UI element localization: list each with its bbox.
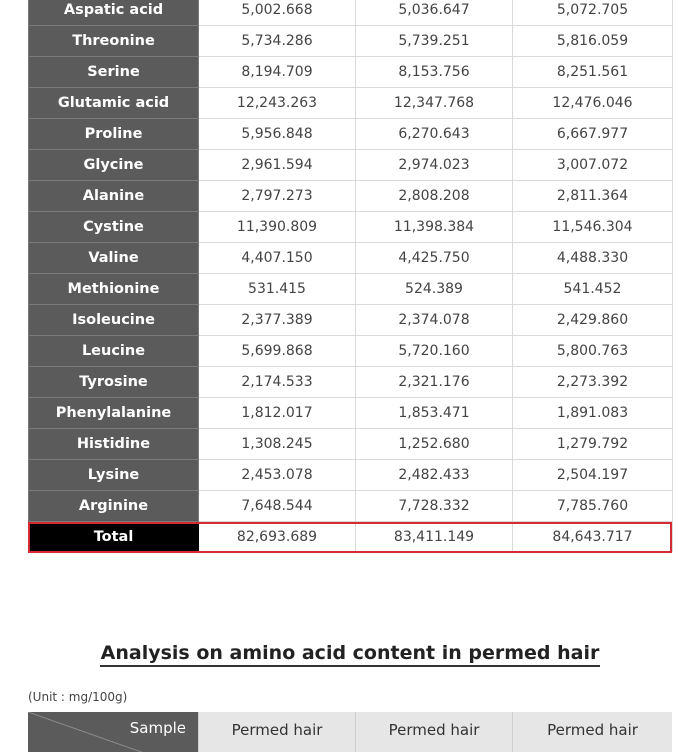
row-label: Leucine [29, 336, 199, 367]
total-label: Total [29, 522, 199, 552]
table-cell: 8,251.561 [513, 57, 673, 88]
table-cell: 2,974.023 [356, 150, 513, 181]
table-cell: 6,667.977 [513, 119, 673, 150]
table-row [29, 0, 673, 26]
table-cell: 5,739.251 [356, 26, 513, 57]
row-label: Isoleucine [29, 305, 199, 336]
column-header: Permed hair [512, 712, 672, 752]
table-cell: 2,374.078 [356, 305, 513, 336]
total-cell: 82,693.689 [199, 522, 356, 552]
table-cell: 2,808.208 [356, 181, 513, 212]
table-cell: 5,002.668 [199, 0, 356, 26]
table-cell: 5,800.763 [513, 336, 673, 367]
amino-acid-table-body [29, 0, 673, 552]
table-row [29, 57, 673, 88]
table-cell: 1,279.792 [513, 429, 673, 460]
table-row [29, 150, 673, 181]
table-cell: 11,398.384 [356, 212, 513, 243]
table-row [29, 119, 673, 150]
row-label: Serine [29, 57, 199, 88]
table-cell: 2,321.176 [356, 367, 513, 398]
header-sample-label: Sample [129, 719, 186, 737]
table-cell: 7,728.332 [356, 491, 513, 522]
table-row [29, 212, 673, 243]
table-cell: 2,504.197 [513, 460, 673, 491]
table-row [29, 88, 673, 119]
row-label: Tyrosine [29, 367, 199, 398]
table-row [29, 305, 673, 336]
total-row [29, 522, 673, 552]
table-cell: 5,072.705 [513, 0, 673, 26]
table-cell: 7,648.544 [199, 491, 356, 522]
table-row [29, 491, 673, 522]
row-label: Phenylalanine [29, 398, 199, 429]
table-cell: 2,453.078 [199, 460, 356, 491]
table-cell: 1,853.471 [356, 398, 513, 429]
table-cell: 5,720.160 [356, 336, 513, 367]
table-cell: 2,961.594 [199, 150, 356, 181]
table-cell: 2,811.364 [513, 181, 673, 212]
table-cell: 5,699.868 [199, 336, 356, 367]
table-cell: 12,347.768 [356, 88, 513, 119]
table-cell: 1,891.083 [513, 398, 673, 429]
table-cell: 4,425.750 [356, 243, 513, 274]
row-label: Proline [29, 119, 199, 150]
table-row [29, 429, 673, 460]
table-cell: 541.452 [513, 274, 673, 305]
table-cell: 1,308.245 [199, 429, 356, 460]
row-label: Methionine [29, 274, 199, 305]
table-cell: 12,476.046 [513, 88, 673, 119]
table-cell: 5,956.848 [199, 119, 356, 150]
table-cell: 1,252.680 [356, 429, 513, 460]
table-cell: 2,174.533 [199, 367, 356, 398]
table-cell: 531.415 [199, 274, 356, 305]
table-cell: 2,797.273 [199, 181, 356, 212]
row-label: Alanine [29, 181, 199, 212]
column-header: Permed hair [355, 712, 512, 752]
table-cell: 11,546.304 [513, 212, 673, 243]
table-cell: 8,153.756 [356, 57, 513, 88]
row-label: Histidine [29, 429, 199, 460]
row-label: Valine [29, 243, 199, 274]
table-row [29, 336, 673, 367]
table-row [29, 398, 673, 429]
unit-note: (Unit : mg/100g) [28, 690, 128, 704]
table-header-row [28, 712, 672, 752]
row-label: Cystine [29, 212, 199, 243]
row-label: Aspatic acid [29, 0, 199, 26]
column-header: Permed hair [198, 712, 355, 752]
table-cell: 5,734.286 [199, 26, 356, 57]
table-cell: 524.389 [356, 274, 513, 305]
header-corner-cell [28, 712, 198, 752]
table-cell: 1,812.017 [199, 398, 356, 429]
table-cell: 12,243.263 [199, 88, 356, 119]
table-row [29, 274, 673, 305]
total-cell: 83,411.149 [356, 522, 513, 552]
table-row [29, 460, 673, 491]
table-cell: 8,194.709 [199, 57, 356, 88]
table-cell: 7,785.760 [513, 491, 673, 522]
table-cell: 3,007.072 [513, 150, 673, 181]
table-row [29, 243, 673, 274]
table-cell: 6,270.643 [356, 119, 513, 150]
row-label: Glutamic acid [29, 88, 199, 119]
table-cell: 5,036.647 [356, 0, 513, 26]
section-title-text: Analysis on amino acid content in permed hair [100, 642, 601, 667]
row-label: Lysine [29, 460, 199, 491]
table-row [29, 181, 673, 212]
table-cell: 2,273.392 [513, 367, 673, 398]
table-cell: 2,482.433 [356, 460, 513, 491]
table-row [29, 26, 673, 57]
table-cell: 2,429.860 [513, 305, 673, 336]
row-label: Threonine [29, 26, 199, 57]
table-cell: 5,816.059 [513, 26, 673, 57]
row-label: Glycine [29, 150, 199, 181]
row-label: Arginine [29, 491, 199, 522]
table-cell: 2,377.389 [199, 305, 356, 336]
table-row [29, 367, 673, 398]
total-cell: 84,643.717 [513, 522, 673, 552]
table-cell: 11,390.809 [199, 212, 356, 243]
amino-acid-table [28, 0, 673, 552]
table-cell: 4,407.150 [199, 243, 356, 274]
table-cell: 4,488.330 [513, 243, 673, 274]
section-title [0, 642, 700, 664]
